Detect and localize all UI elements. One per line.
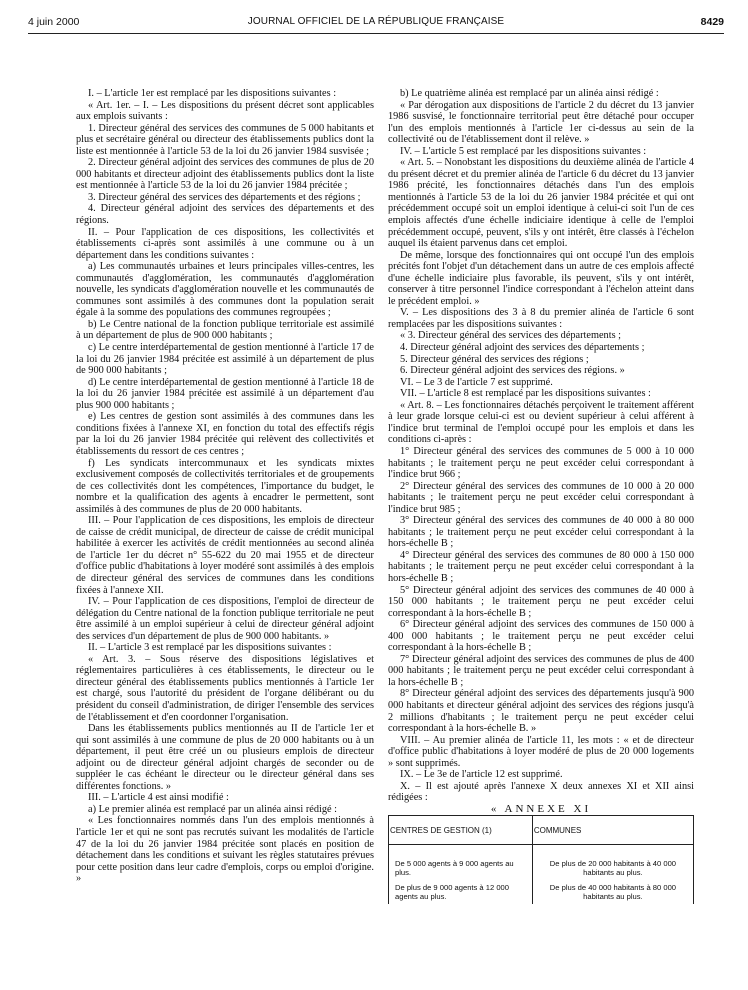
annex-table xyxy=(388,815,694,904)
header-rule xyxy=(28,33,724,34)
paragraph: a) Les communautés urbaines et leurs principales villes-centres, les communautés d'agglomération, les communautés d'agglomération nouvelle, les syndicats d'agglomération nouvelle et les communautés de communes sont assimilés à des communes dont la population serait égale à la somme des populations des communes regroupées ; xyxy=(76,261,374,319)
paragraph: d) Le centre interdépartemental de gestion mentionné à l'article 18 de la loi du 26 janvier 1984 précitée est assimilé à un département d'au plus 900 000 habitants ; xyxy=(76,376,374,411)
paragraph: « Art. 1er. – I. – Les dispositions du présent décret sont applicables aux emplois suivants : xyxy=(76,99,374,123)
paragraph: II. – Pour l'application de ces dispositions, les collectivités et établissements ci-après sont assimilés à une commune ou à un département dans les conditions suivantes : xyxy=(76,226,374,261)
left-column xyxy=(76,88,374,885)
paragraph: III. – Pour l'application de ces dispositions, les emplois de directeur de caisse de crédit municipal, de directeur de caisse de crédit municipal habilitée à exercer les activités de crédit mentionnées au second alinéa de l'article 1er du décret n° 55-622 du 20 mai 1955 et de directeur d'office public d'habitations à loyer modéré sont assimilés à des emplois de directeur général des services de communes dans les conditions fixées à l'annexe XII. xyxy=(76,515,374,596)
page-number: 8429 xyxy=(700,16,724,28)
paragraph: 1. Directeur général des services des communes de 5 000 habitants et plus et secrétaire général ou directeur des établissements publics dont la liste est mentionnée à l'article 53 de la loi du 26 janvier 1984 susvisée ; xyxy=(76,122,374,157)
paragraph: V. – Les dispositions des 3 à 8 du premier alinéa de l'article 6 sont remplacées par les dispositions suivantes : xyxy=(388,307,694,330)
paragraph: Dans les établissements publics mentionnés au II de l'article 1er et qui sont assimilés à une commune de plus de 20 000 habitants ou à un département, il peut être créé un ou plusieurs emplois de directeur adjoint ou de directeur général adjoint chargés de seconder ou de suppléer le cas échéant le directeur ou le directeur général dans ses différentes fonctions. » xyxy=(76,723,374,792)
paragraph: « Art. 8. – Les fonctionnaires détachés perçoivent le traitement afférent à leur grade lorsque celui-ci est ou devient supérieur à celui afférent à l'indice brut terminal de l'emploi occupé pour les emplois et dans les conditions ci-après : xyxy=(388,399,694,446)
column-header: COMMUNES xyxy=(532,816,693,845)
journal-title: JOURNAL OFFICIEL DE LA RÉPUBLIQUE FRANÇAISE xyxy=(247,16,505,27)
table-row xyxy=(389,880,694,904)
paragraph: IV. – Pour l'application de ces dispositions, l'emploi de directeur de délégation du Centre national de la fonction publique territoriale ne peut être assimilé à un emploi supérieur à celui de directeur général adjoint des services d'un département de plus de 900 000 habitants. » xyxy=(76,596,374,642)
paragraph: « Les fonctionnaires nommés dans l'un des emplois mentionnés à l'article 1er et qui ne sont pas recrutés suivant les modalités de l'article 47 de la loi du 26 janvier 1984 précitée sont placés en position de détachement dans les conditions et suivant les règles statutaires prévues pour cette position dans leur cadre d'emplois, corps ou emploi d'origine. » xyxy=(76,815,374,885)
paragraph: 1° Directeur général des services des communes de 5 000 à 10 000 habitants ; le traitement perçu ne peut excéder celui correspondant à l'indice brut 966 ; xyxy=(388,445,694,481)
page-header xyxy=(28,14,724,30)
paragraph: 8° Directeur général adjoint des services des départements jusqu'à 900 000 habitants et directeur général adjoint des services des régions jusqu'à 2 millions d'habitants ; le traitement perçu ne peut excéder celui correspondant à la hors-échelle B. » xyxy=(388,688,694,735)
paragraph: I. – L'article 1er est remplacé par les dispositions suivantes : xyxy=(88,88,337,99)
table-cell: De 5 000 agents à 9 000 agents au plus. xyxy=(389,845,533,881)
paragraph: f) Les syndicats intercommunaux et les syndicats mixtes exclusivement composés de collectivités territoriales et de groupements de ces collectivités dont les compétences, l'importance du budget, le nombre et la qualification des agents à encadrer le permettent, sont assimilés à des communes de plus de 20 000 habitants. xyxy=(76,457,374,515)
paragraph: II. – L'article 3 est remplacé par les dispositions suivantes : xyxy=(88,642,332,654)
paragraph: 3° Directeur général des services des communes de 40 000 à 80 000 habitants ; le traitement perçu ne peut excéder celui correspondant à la hors-échelle B ; xyxy=(388,515,694,550)
paragraph: 6° Directeur général adjoint des services des communes de 150 000 à 400 000 habitants ; le traitement perçu ne peut excéder celui correspondant à la hors-échelle B ; xyxy=(388,619,694,654)
paragraph: 4° Directeur général des services des communes de 80 000 à 150 000 habitants ; le traitement perçu ne peut excéder celui correspondant à la hors-échelle B ; xyxy=(388,549,694,584)
table-cell: De plus de 40 000 habitants à 80 000 habitants au plus. xyxy=(532,880,693,904)
paragraph: 5° Directeur général adjoint des services des communes de 40 000 à 150 000 habitants ; le traitement perçu ne peut excéder celui correspondant à la hors-échelle B ; xyxy=(388,584,694,619)
paragraph: b) Le Centre national de la fonction publique territoriale est assimilé à un département de plus de 900 000 habitants ; xyxy=(76,318,374,342)
paragraph: « Art. 3. – Sous réserve des dispositions législatives et réglementaires particulières à ces établissements, le directeur ou le directeur général des établissements publics mentionnés à l'article 1er est chargé, sous l'autorité du président de l'organe délibérant ou du président du conseil d'administration, de diriger l'ensemble des services de l'établissement et d'en coordonner l'organisation. xyxy=(76,653,374,723)
paragraph: IX. – Le 3e de l'article 12 est supprimé. xyxy=(400,769,563,781)
header-date: 4 juin 2000 xyxy=(28,16,80,28)
paragraph: 3. Directeur général des services des départements et des régions ; xyxy=(88,191,361,203)
annex-title: « ANNEXE XI xyxy=(490,802,592,815)
table-header-row xyxy=(389,816,694,845)
paragraph: 4. Directeur général adjoint des services des départements et des régions. xyxy=(76,203,374,227)
paragraph: « Art. 5. – Nonobstant les dispositions du deuxième alinéa de l'article 4 du présent décret et du premier alinéa de l'article 6 du décret du 13 janvier 1986 précité, les fonctionnaires détachés dans l'un des emplois mentionnés à l'article 53 de la loi du 26 janvier 1984 précitée et qui ont précédemment occupé soit un emploi identique à celui-ci soit l'un de ces emplois affectés d'une échelle indiciaire identique à celle de l'emploi précédemment occupé, peuvent, s'ils y ont intérêt, être classés à l'échelon auquel ils étaient parvenus dans cet emploi. xyxy=(388,157,694,250)
paragraph: 2° Directeur général des services des communes de 10 000 à 20 000 habitants ; le traitement perçu ne peut excéder celui correspondant à l'indice brut 985 ; xyxy=(388,480,694,515)
paragraph: VII. – L'article 8 est remplacé par les dispositions suivantes : xyxy=(400,388,651,400)
paragraph: 5. Directeur général des services des régions ; xyxy=(400,353,589,365)
paragraph: X. – Il est ajouté après l'annexe X deux annexes XI et XII ainsi rédigées : xyxy=(388,780,694,804)
paragraph: 7° Directeur général adjoint des services des communes de plus de 400 000 habitants ; le traitement perçu ne peut excéder celui correspondant à la hors-échelle B ; xyxy=(388,653,694,688)
paragraph: VIII. – Au premier alinéa de l'article 11, les mots : « et de directeur d'office public d'habitations à loyer modéré de plus de 20 000 logements » sont supprimés. xyxy=(388,734,694,769)
paragraph: 6. Directeur général adjoint des services des régions. » xyxy=(400,365,625,377)
paragraph: De même, lorsque des fonctionnaires qui ont occupé l'un des emplois précités font l'objet d'un détachement dans un autre de ces emplois affecté d'une échelle indiciaire plus favorable, ils peuvent, s'ils y ont intérêt, conserver à titre personnel l'indice correspondant à l'échelon atteint dans le précédent emploi. » xyxy=(388,249,694,307)
paragraph: a) Le premier alinéa est remplacé par un alinéa ainsi rédigé : xyxy=(88,803,338,815)
paragraph: 2. Directeur général adjoint des services des communes de plus de 20 000 habitants et directeur adjoint des établissements publics dont la liste est mentionnée à l'article 53 de la loi du 26 janvier 1984 précitée ; xyxy=(76,157,374,192)
paragraph: « 3. Directeur général des services des départements ; xyxy=(400,330,622,342)
column-header: CENTRES DE GESTION (1) xyxy=(389,816,533,845)
right-column xyxy=(388,88,694,904)
paragraph: c) Le centre interdépartemental de gestion mentionné à l'article 17 de la loi du 26 janvier 1984 précitée est assimilé à un département de plus de 900 000 habitants ; xyxy=(76,342,374,377)
paragraph: b) Le quatrième alinéa est remplacé par un alinéa ainsi rédigé : xyxy=(400,88,659,99)
paragraph: IV. – L'article 5 est remplacé par les dispositions suivantes : xyxy=(400,145,647,157)
paragraph: e) Les centres de gestion sont assimilés à des communes dans les conditions fixées à l'annexe XI, en fonction du total des effectifs régis par la loi du 26 janvier 1984 précitée qui relèvent des collectivités et établissements du ressort de ces centres ; xyxy=(76,411,374,457)
paragraph: « Par dérogation aux dispositions de l'article 2 du décret du 13 janvier 1986 susvisé, le fonctionnaire territorial peut être détaché pour occuper l'un des emplois mentionnés à l'article 1er ci-dessus au sein de la collectivité ou de l'établissement dont il relève. » xyxy=(388,99,694,146)
table-cell: De plus de 9 000 agents à 12 000 agents au plus. xyxy=(389,880,533,904)
paragraph: III. – L'article 4 est ainsi modifié : xyxy=(88,792,229,804)
paragraph: VI. – Le 3 de l'article 7 est supprimé. xyxy=(400,376,553,388)
table-cell: De plus de 20 000 habitants à 40 000 habitants au plus. xyxy=(532,845,693,881)
table-row xyxy=(389,845,694,881)
paragraph: 4. Directeur général adjoint des services des départements ; xyxy=(400,342,645,354)
